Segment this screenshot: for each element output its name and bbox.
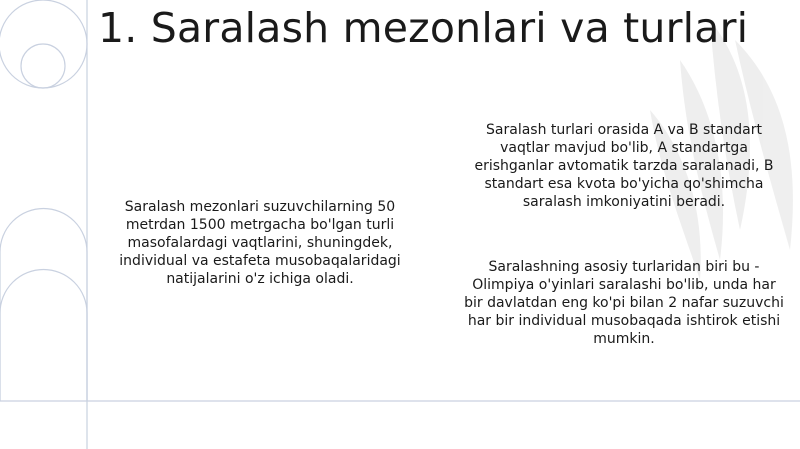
left-paragraph: Saralash mezonlari suzuvchilarning 50 metrdan 1500 metrgacha bo'lgan turli masofalardagi vaqtlarini, shuningdek, individual va estafeta musobaqalaridagi natijalarini o'z ichiga oladi. [119,199,401,287]
page-title: 1. Saralash mezonlari va turlari [98,4,749,52]
right-paragraph-top: Saralash turlari orasida A va B standart vaqtlar mavjud bo'lib, A standartga erishganlar avtomatik tarzda saralanadi, B standart esa kvota bo'yicha qo'shimcha saralash imkoniyatini beradi. [474,122,774,210]
right-paragraph-bottom: Saralashning asosiy turlaridan biri bu - Olimpiya o'yinlari saralashi bo'lib, unda har bir davlatdan eng ko'pi bilan 2 nafar suzuvchi har bir individual musobaqada ishtirok etishi mumkin. [464,259,784,347]
